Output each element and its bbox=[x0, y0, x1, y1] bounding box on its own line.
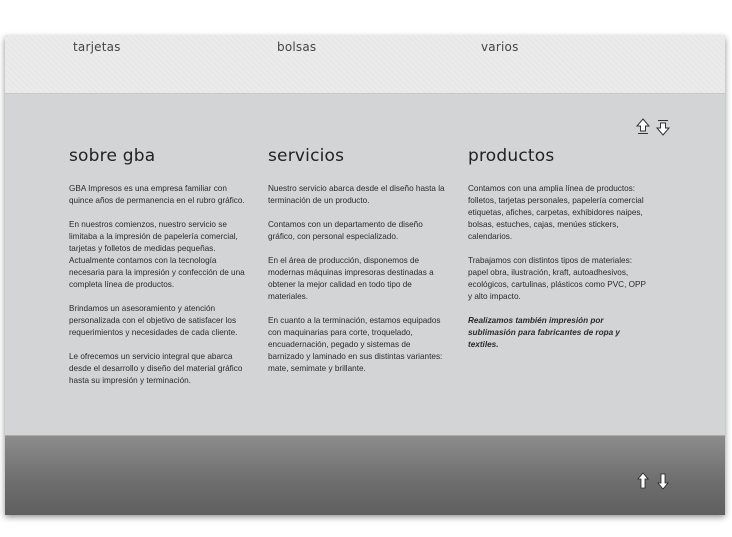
section-title: servicios bbox=[268, 146, 345, 166]
section-paragraph: Contamos con un departamento de diseño gráfico, con personal especializado. bbox=[268, 220, 423, 241]
section-paragraph-highlight: Realizamos también impresión por sublimasión para fabricantes de ropa y textiles. bbox=[468, 316, 620, 349]
nav-link-tarjetas[interactable]: tarjetas bbox=[73, 40, 121, 54]
section-paragraph: GBA Impresos es una empresa familiar con quince años de permanencia en el rubro gráfico. bbox=[69, 184, 245, 205]
section-sobre-gba bbox=[69, 146, 247, 399]
arrow-up-icon[interactable] bbox=[635, 118, 651, 136]
nav-link-varios[interactable]: varios bbox=[481, 40, 519, 54]
arrow-down-icon[interactable] bbox=[655, 472, 671, 490]
content-panel bbox=[5, 93, 725, 436]
section-paragraph: Le ofrecemos un servicio integral que abarca desde el desarrollo y diseño del material gráfico hasta su impresión y terminación. bbox=[69, 352, 243, 385]
top-nav bbox=[5, 35, 725, 93]
section-paragraph: En nuestros comienzos, nuestro servicio se limitaba a la impresión de papelería comercial, tarjetas y folletos de medidas pequeñas. Actualmente contamos con la tecnología necesaria para la impresión y confección de una completa línea de productos. bbox=[69, 220, 245, 289]
section-paragraph: Contamos con una amplia línea de productos: folletos, tarjetas personales, papelería comercial etiquetas, afiches, carpetas, exhibidores naipes, bolsas, estuches, cajas, menúes stickers, calendarios. bbox=[468, 184, 644, 241]
section-productos bbox=[468, 146, 646, 363]
section-paragraph: Nuestro servicio abarca desde el diseño hasta la terminación de un producto. bbox=[268, 184, 445, 205]
arrow-up-icon[interactable] bbox=[635, 472, 651, 490]
section-title: productos bbox=[468, 146, 555, 166]
nav-link-bolsas[interactable]: bolsas bbox=[277, 40, 317, 54]
section-paragraph: Brindamos un asesoramiento y atención personalizada con el objetivo de satisfacer los requerimientos y necesidades de cada cliente. bbox=[69, 304, 238, 337]
section-paragraph: En el área de producción, disponemos de modernas máquinas impresoras destinadas a obtener la mejor calidad en todo tipo de materiales. bbox=[268, 256, 434, 301]
section-title: sobre gba bbox=[69, 146, 156, 166]
section-paragraph: En cuanto a la terminación, estamos equipados con maquinarias para corte, troquelado, encuadernación, pegado y sistemas de barnizado y laminado en sus distintas variantes: mate, semimate y brillante. bbox=[268, 316, 443, 373]
arrow-down-icon[interactable] bbox=[655, 118, 671, 136]
bottom-bar bbox=[5, 435, 725, 515]
scroll-arrows-top bbox=[635, 118, 671, 136]
scroll-arrows-bottom bbox=[635, 472, 671, 490]
section-paragraph: Trabajamos con distintos tipos de materiales: papel obra, ilustración, kraft, autoadhesivos, ecológicos, cartulinas, plásticos como PVC, OPP y alto impacto. bbox=[468, 256, 646, 301]
page-frame bbox=[5, 35, 725, 514]
section-servicios bbox=[268, 146, 446, 387]
